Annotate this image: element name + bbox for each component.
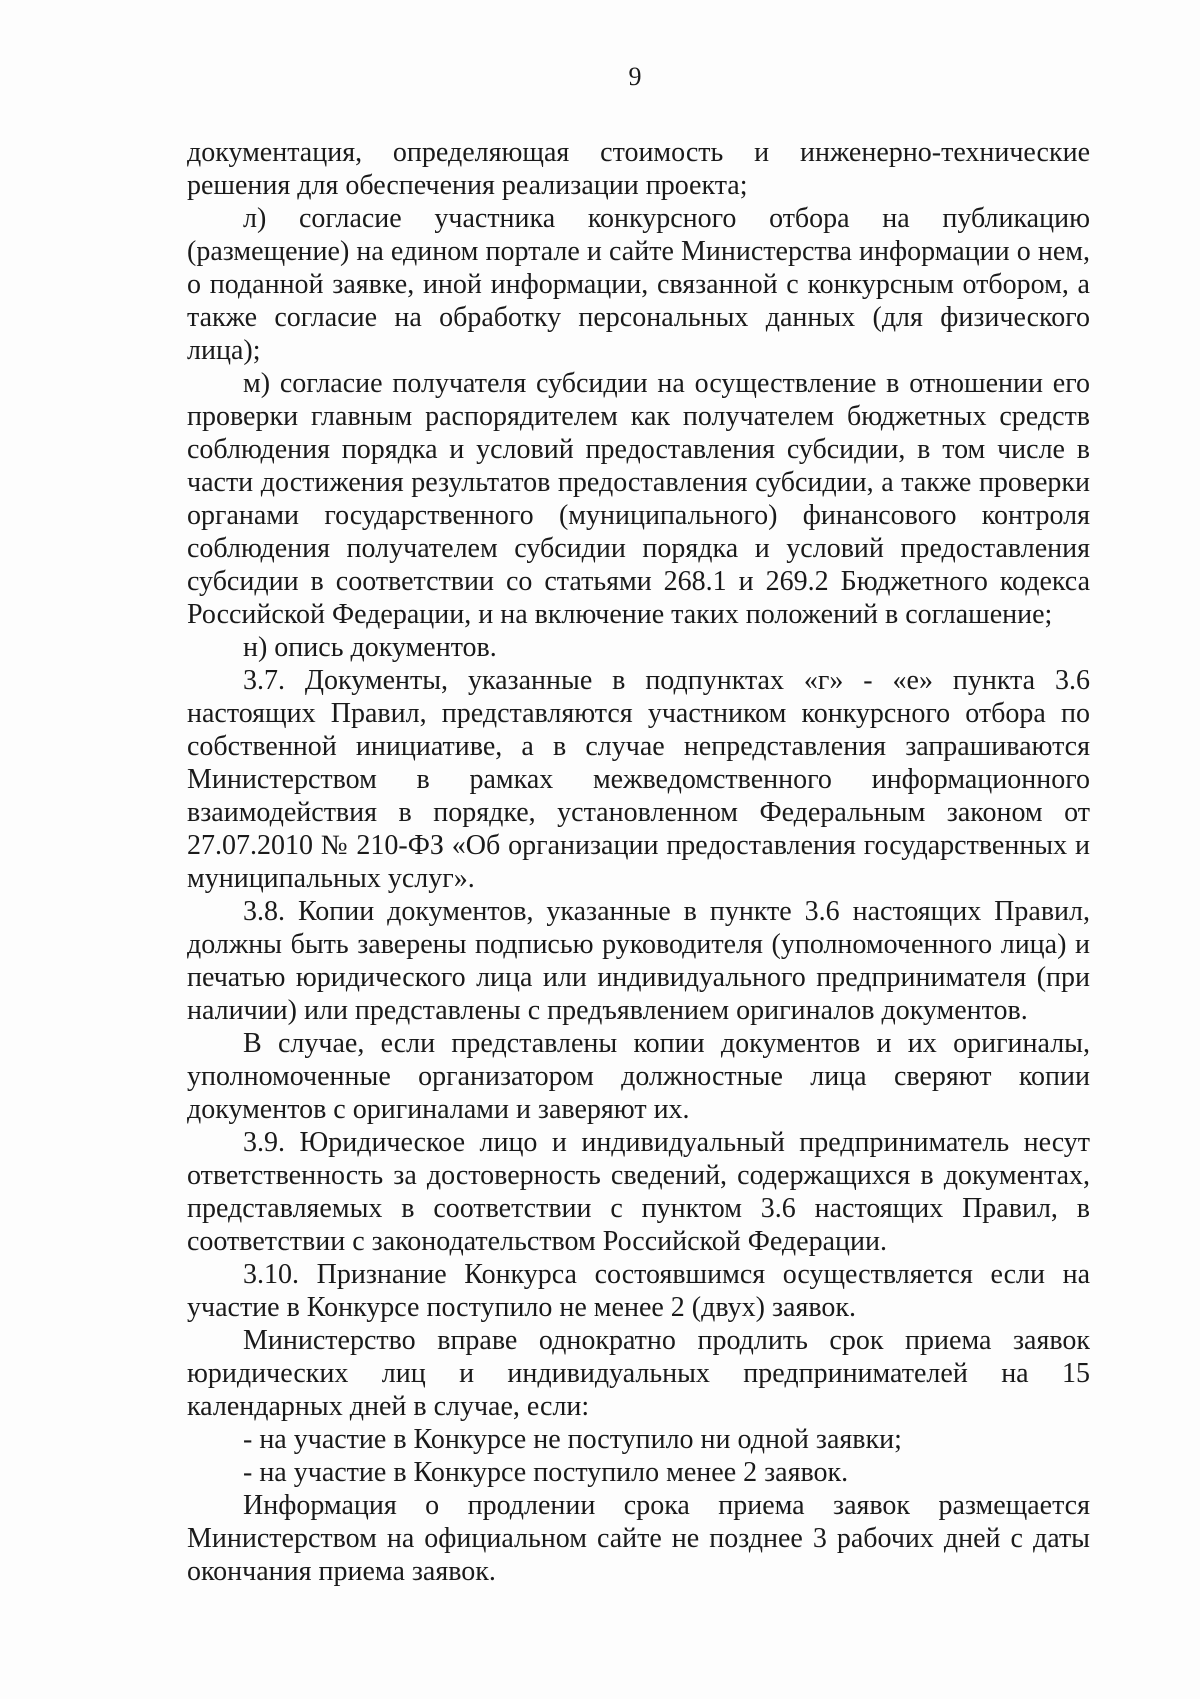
- paragraph: В случае, если представлены копии документов и их оригиналы, уполномоченные организатором должностные лица сверяют копии документов с оригиналами и заверяют их.: [187, 1028, 1090, 1125]
- paragraph: м) согласие получателя субсидии на осуществление в отношении его проверки главным распорядителем как получателем бюджетных средств соблюдения порядка и условий предоставления субсидии, в том числе в части достижения результатов предоставления субсидии, а также проверки органами государственного (муниципального) финансового контроля соблюдения получателем субсидии порядка и условий предоставления субсидии в соответствии со статьями 268.1 и 269.2 Бюджетного кодекса Российской Федерации, и на включение таких положений в соглашение;: [187, 368, 1090, 630]
- paragraph: Информация о продлении срока приема заявок размещается Министерством на официальном сайте не позднее 3 рабочих дней с даты окончания приема заявок.: [187, 1490, 1090, 1587]
- page-number: 9: [628, 62, 642, 91]
- paragraph: н) опись документов.: [243, 632, 497, 663]
- paragraph: - на участие в Конкурсе поступило менее 2 заявок.: [243, 1457, 849, 1488]
- paragraph: 3.8. Копии документов, указанные в пункте 3.6 настоящих Правил, должны быть заверены подписью руководителя (уполномоченного лица) и печатью юридического лица или индивидуального предпринимателя (при наличии) или представлены с предъявлением оригиналов документов.: [187, 896, 1090, 1026]
- paragraph: - на участие в Конкурсе не поступило ни одной заявки;: [243, 1424, 902, 1455]
- paragraph: Министерство вправе однократно продлить срок приема заявок юридических лиц и индивидуальных предпринимателей на 15 календарных дней в случае, если:: [187, 1325, 1090, 1422]
- paragraph: документация, определяющая стоимость и инженерно-технические решения для обеспечения реализации проекта;: [187, 137, 1090, 201]
- document-body: [187, 136, 1090, 1588]
- paragraph: л) согласие участника конкурсного отбора на публикацию (размещение) на едином портале и сайте Министерства информации о нем, о поданной заявке, иной информации, связанной с конкурсным отбором, а также согласие на обработку персональных данных (для физического лица);: [187, 203, 1090, 366]
- paragraph: 3.10. Признание Конкурса состоявшимся осуществляется если на участие в Конкурсе поступило не менее 2 (двух) заявок.: [187, 1259, 1090, 1323]
- paragraph: 3.9. Юридическое лицо и индивидуальный предприниматель несут ответственность за достоверность сведений, содержащихся в документах, представляемых в соответствии с пунктом 3.6 настоящих Правил, в соответствии с законодательством Российской Федерации.: [187, 1127, 1090, 1257]
- paragraph: 3.7. Документы, указанные в подпунктах «г» - «е» пункта 3.6 настоящих Правил, представляются участником конкурсного отбора по собственной инициативе, а в случае непредставления запрашиваются Министерством в рамках межведомственного информационного взаимодействия в порядке, установленном Федеральным законом от 27.07.2010 № 210-ФЗ «Об организации предоставления государственных и муниципальных услуг».: [187, 665, 1090, 894]
